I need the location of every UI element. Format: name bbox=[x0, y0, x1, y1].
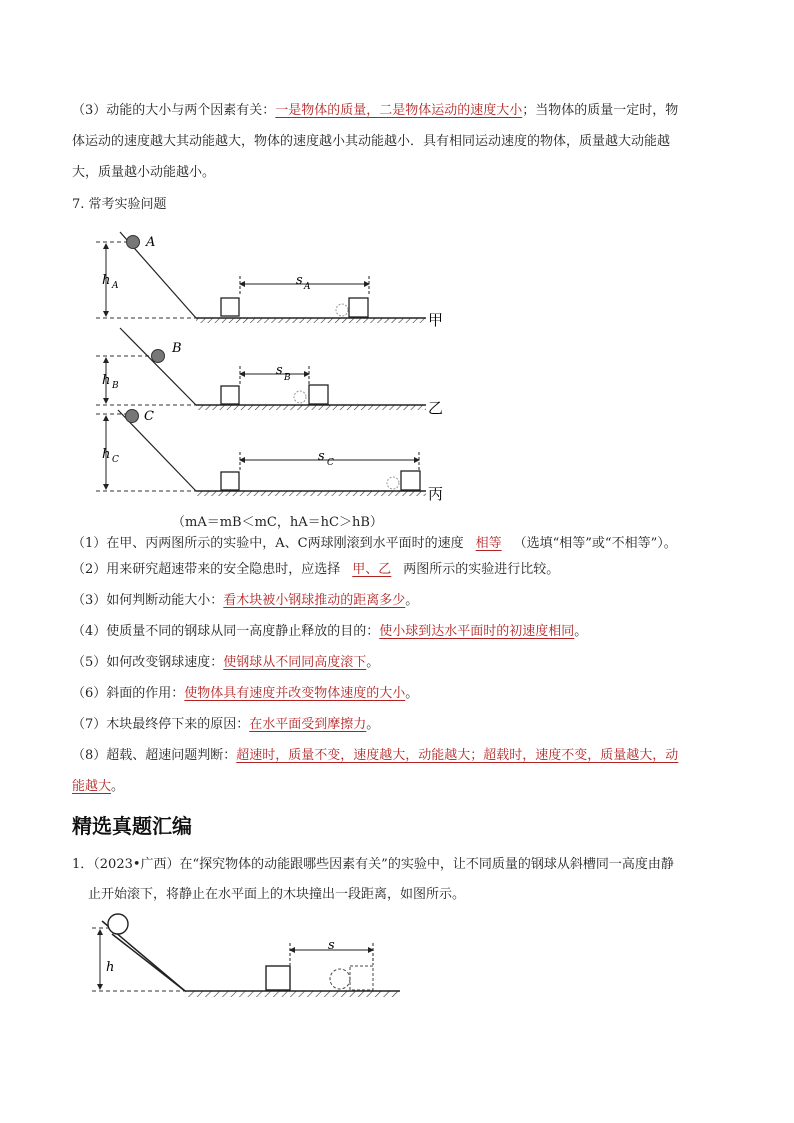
figure-caption: （mA＝mB＜mC，hA＝hC＞hB） bbox=[172, 515, 383, 530]
question-4: （4）使质量不同的钢球从同一高度静止释放的目的：使小球到达水平面时的初速度相同。 bbox=[72, 624, 588, 639]
answer-3: 看木块被小钢球推动的距离多少 bbox=[223, 593, 406, 608]
svg-text:s: s bbox=[296, 273, 303, 288]
label-b: B bbox=[172, 341, 182, 356]
svg-text:s: s bbox=[318, 449, 325, 464]
question-2: （2）用来研究超速带来的安全隐患时，应选择 甲、乙 两图所示的实验进行比较。 bbox=[72, 562, 560, 577]
answer-5: 使钢球从不同同高度滚下 bbox=[223, 655, 367, 670]
ball-c bbox=[126, 410, 139, 423]
svg-text:s: s bbox=[328, 938, 335, 953]
svg-text:丙: 丙 bbox=[428, 485, 444, 503]
question-3: （3）如何判断动能大小：看木块被小钢球推动的距离多少。 bbox=[72, 593, 419, 608]
section3-line3: 大，质量越小动能越小。 bbox=[72, 165, 216, 180]
answer-2: 甲、乙 bbox=[352, 562, 392, 577]
svg-text:h: h bbox=[106, 960, 115, 975]
label-a: A bbox=[146, 235, 156, 250]
block-end-b bbox=[309, 385, 328, 404]
section-heading: 精选真题汇编 bbox=[72, 814, 192, 838]
question-5: （5）如何改变钢球速度：使钢球从不同同高度滚下。 bbox=[72, 655, 380, 670]
answer-4: 使小球到达水平面时的初速度相同 bbox=[379, 624, 575, 639]
answer-6: 使物体具有速度并改变物体速度的大小 bbox=[184, 686, 406, 701]
question-8-line2: 能越大。 bbox=[72, 779, 125, 794]
setup-yi bbox=[96, 328, 443, 417]
problem1-line2: 止开始滚下，将静止在水平面上的木块撞出一段距离，如图所示。 bbox=[88, 887, 466, 902]
answer-1: 相等 bbox=[475, 536, 502, 551]
block-start-c bbox=[221, 472, 239, 490]
svg-text:乙: 乙 bbox=[428, 399, 444, 417]
item7-title: 7. 常考实验问题 bbox=[72, 197, 167, 212]
section3-line2: 体运动的速度越大其动能越大，物体的速度越小其动能越小．具有相同运动速度的物体，质量越大动能越 bbox=[72, 134, 671, 149]
ball-b bbox=[152, 350, 165, 363]
svg-text:h: h bbox=[102, 373, 111, 388]
block-end-a bbox=[349, 298, 368, 317]
ball-a bbox=[127, 236, 140, 249]
svg-text:A: A bbox=[112, 281, 119, 291]
svg-text:A: A bbox=[304, 282, 311, 292]
setup-bing bbox=[96, 409, 443, 503]
svg-text:h: h bbox=[102, 447, 111, 462]
block-start-b bbox=[221, 386, 239, 404]
problem1-figure bbox=[0, 905, 794, 1025]
svg-text:B: B bbox=[284, 373, 291, 383]
svg-text:C: C bbox=[327, 458, 334, 468]
block-start-a bbox=[221, 298, 239, 316]
block-end-c bbox=[401, 471, 420, 490]
svg-text:B: B bbox=[112, 381, 119, 391]
section3-line1: （3）动能的大小与两个因素有关：一是物体的质量，二是物体运动的速度大小；当物体的质量一定时，物 bbox=[72, 103, 679, 118]
wood-block bbox=[266, 966, 290, 990]
question-7: （7）木块最终停下来的原因：在水平面受到摩擦力。 bbox=[72, 717, 380, 732]
answer-8: 超速时，质量不变，速度越大，动能越大；超载时，速度不变，质量越大，动 bbox=[236, 748, 679, 763]
problem1-line1: 1．（2023•广西）在“探究物体的动能跟哪些因素有关”的实验中，让不同质量的钢球从斜槽同一高度由静 bbox=[72, 857, 674, 872]
question-1: （1）在甲、丙两图所示的实验中，A、C两球刚滚到水平面时的速度 相等 （选填“相等”或“不相等”）。 bbox=[72, 536, 677, 551]
steel-ball bbox=[108, 914, 128, 934]
answer-7: 在水平面受到摩擦力 bbox=[249, 717, 367, 732]
label-c: C bbox=[144, 409, 154, 424]
svg-text:h: h bbox=[102, 273, 111, 288]
svg-text:s: s bbox=[276, 363, 283, 378]
question-8: （8）超载、超速问题判断：超速时，质量不变，速度越大，动能越大；超载时，速度不变，质量越大，动 bbox=[72, 748, 679, 763]
svg-text:甲: 甲 bbox=[428, 311, 444, 329]
question-6: （6）斜面的作用：使物体具有速度并改变物体速度的大小。 bbox=[72, 686, 419, 701]
setup-jia bbox=[96, 232, 443, 329]
experiment-figure bbox=[0, 0, 794, 540]
section3-answer: 一是物体的质量，二是物体运动的速度大小 bbox=[275, 103, 523, 118]
svg-text:C: C bbox=[112, 455, 119, 465]
